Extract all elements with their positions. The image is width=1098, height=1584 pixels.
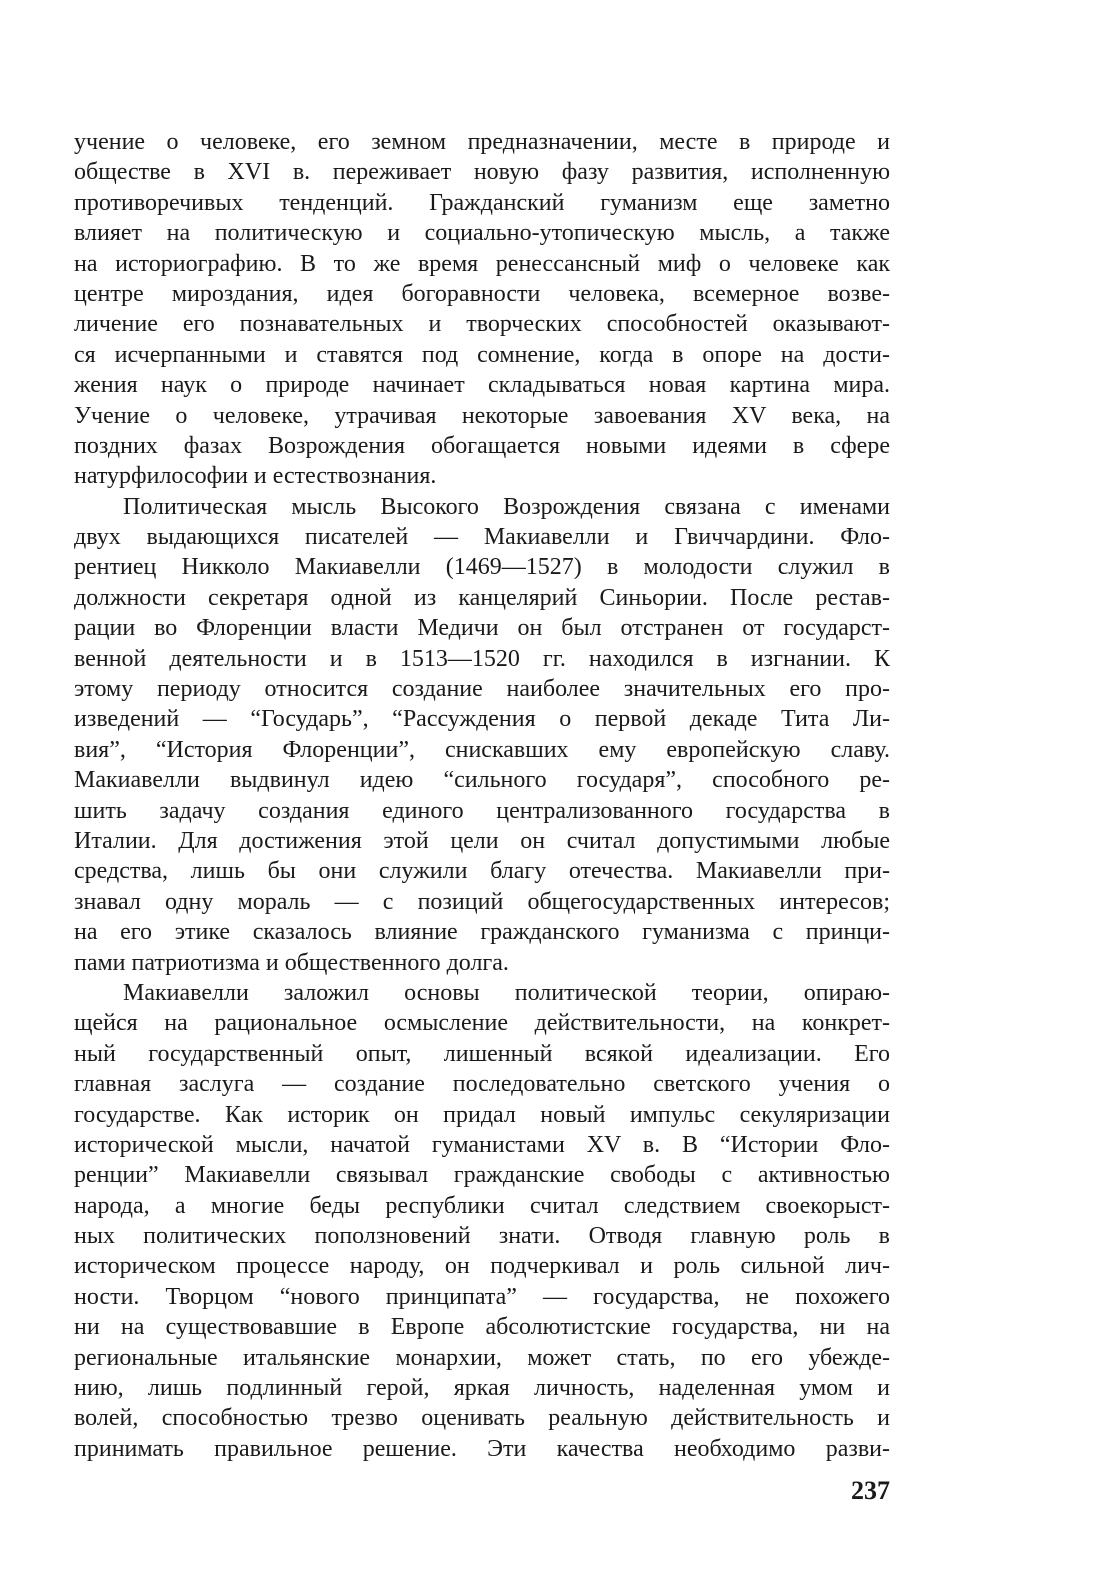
text-line: учение о человеке, его земном предназначении, месте в природе и xyxy=(74,129,890,155)
text-line: жения наук о природе начинает складываться новая картина мира. xyxy=(74,372,890,399)
text-line: Учение о человеке, утрачивая некоторые завоевания XV века, на xyxy=(74,402,890,429)
text-line: этому периоду относится создание наиболее значительных его про- xyxy=(74,676,890,703)
page-number: 237 xyxy=(851,1476,890,1505)
text-line: Макиавелли выдвинул идею “сильного государя”, способного ре- xyxy=(74,767,890,794)
text-line: на историографию. В то же время ренессансный миф о человеке как xyxy=(74,250,890,277)
text-line: Политическая мысль Высокого Возрождения связана с именами xyxy=(123,493,890,520)
text-line: влияет на политическую и социально-утопическую мысль, а также xyxy=(74,220,890,247)
text-line: должности секретаря одной из канцелярий Синьории. После рестав- xyxy=(74,584,890,611)
text-line: пами патриотизма и общественного долга. xyxy=(74,949,509,976)
text-line: принимать правильное решение. Эти качества необходимо разви- xyxy=(74,1435,890,1462)
text-line: шить задачу создания единого централизованного государства в xyxy=(74,797,890,824)
text-line: Италии. Для достижения этой цели он считал допустимыми любые xyxy=(74,827,890,854)
text-line: личение его познавательных и творческих способностей оказывают- xyxy=(74,311,890,338)
text-line: обществе в XVI в. переживает новую фазу развития, исполненную xyxy=(74,159,890,186)
body-text xyxy=(74,127,890,1464)
text-line: вия”, “История Флоренции”, снискавших ему европейскую славу. xyxy=(74,736,890,763)
text-line: народа, а многие беды республики считал следствием своекорыст- xyxy=(74,1192,890,1219)
text-line: поздних фазах Возрождения обогащается новыми идеями в сфере xyxy=(74,432,890,459)
text-line: натурфилософии и естествознания. xyxy=(74,463,437,490)
text-line: историческом процессе народу, он подчеркивал и роль сильной лич- xyxy=(74,1253,890,1280)
text-line: на его этике сказалось влияние гражданского гуманизма с принци- xyxy=(74,919,890,946)
text-line: венной деятельности и в 1513—1520 гг. находился в изгнании. К xyxy=(74,645,890,672)
text-line: государстве. Как историк он придал новый импульс секуляризации xyxy=(74,1101,890,1128)
text-line: средства, лишь бы они служили благу отечества. Макиавелли при- xyxy=(74,858,890,885)
text-line: ни на существовавшие в Европе абсолютистские государства, ни на xyxy=(74,1314,890,1341)
text-line: ности. Творцом “нового принципата” — государства, не похожего xyxy=(74,1283,890,1310)
text-line: Макиавелли заложил основы политической теории, опираю- xyxy=(123,979,890,1006)
text-line: волей, способностью трезво оценивать реальную действительность и xyxy=(74,1405,890,1432)
text-line: двух выдающихся писателей — Макиавелли и Гвиччардини. Фло- xyxy=(74,524,890,551)
text-line: знавал одну мораль — с позиций общегосударственных интересов; xyxy=(74,888,890,915)
text-line: рации во Флоренции власти Медичи он был отстранен от государст- xyxy=(74,615,890,642)
text-line: региональные итальянские монархии, может стать, по его убежде- xyxy=(74,1344,890,1371)
text-line: изведений — “Государь”, “Рассуждения о первой декаде Тита Ли- xyxy=(74,706,890,733)
text-line: ся исчерпанными и ставятся под сомнение, когда в опоре на дости- xyxy=(74,341,890,368)
text-line: противоречивых тенденций. Гражданский гуманизм еще заметно xyxy=(74,189,890,216)
text-line: нию, лишь подлинный герой, яркая личность, наделенная умом и xyxy=(74,1375,890,1402)
text-line: центре мироздания, идея богоравности человека, всемерное возве- xyxy=(74,280,890,307)
text-line: главная заслуга — создание последовательно светского учения о xyxy=(74,1071,890,1098)
text-line: ный государственный опыт, лишенный всякой идеализации. Его xyxy=(74,1040,890,1067)
text-line: исторической мысли, начатой гуманистами XV в. В “Истории Фло- xyxy=(74,1131,890,1158)
text-line: ных политических поползновений знати. Отводя главную роль в xyxy=(74,1223,890,1250)
text-line: рентиец Никколо Макиавелли (1469—1527) в молодости служил в xyxy=(74,554,890,581)
text-line: ренции” Макиавелли связывал гражданские свободы с активностью xyxy=(74,1162,890,1189)
text-line: щейся на рациональное осмысление действительности, на конкрет- xyxy=(74,1010,890,1037)
